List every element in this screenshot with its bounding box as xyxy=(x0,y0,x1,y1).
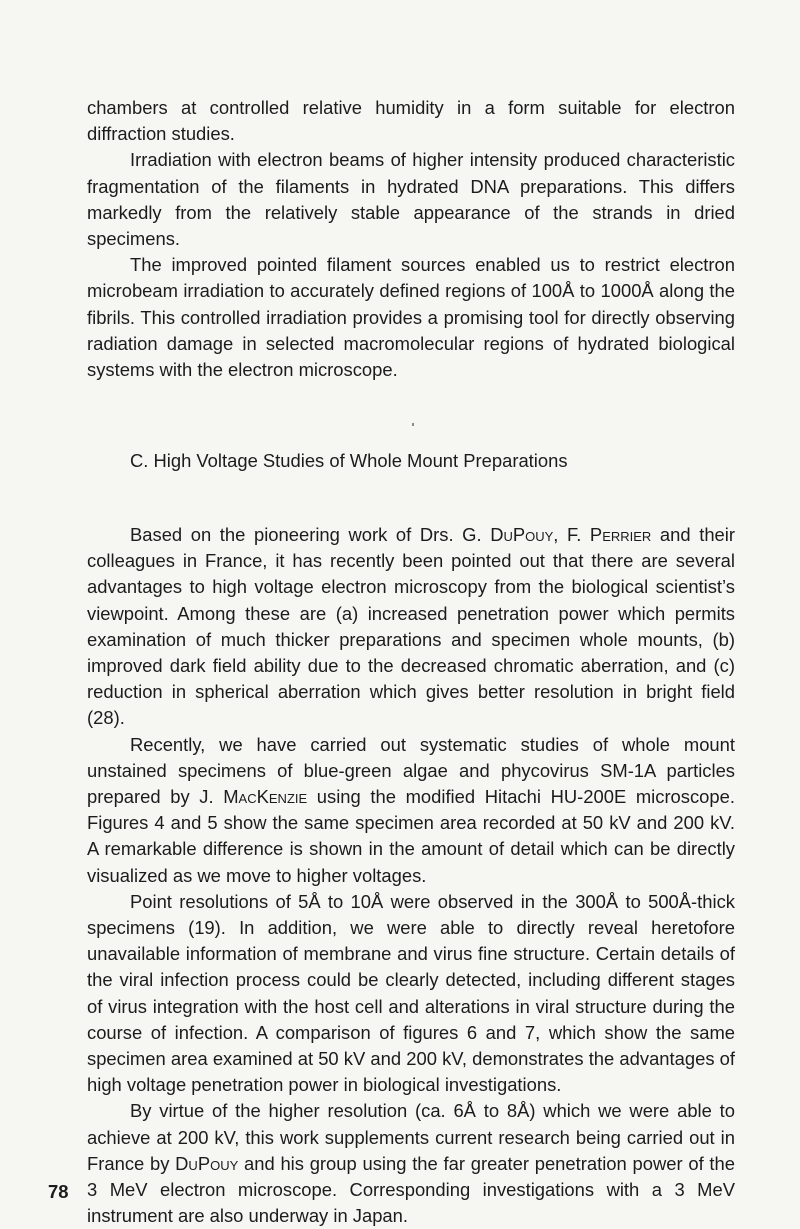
section-heading: C. High Voltage Studies of Whole Mount Preparations xyxy=(130,450,568,471)
paragraph-systematic-studies xyxy=(87,732,735,889)
text-run: , F. xyxy=(553,524,590,545)
body-text-top xyxy=(87,95,735,383)
text-run: Recently, we have carried out systematic studies of whole mount unstained specimens of blue-green algae and phycovirus SM-1A particles prepared by J. xyxy=(87,733,735,808)
paragraph-higher-resolution xyxy=(87,1098,735,1229)
text-run: By virtue of the higher resolution (ca. 6Å to 8Å) which we were able to achieve at 200 kV, this work supplements current research being carried out in France by xyxy=(87,1100,735,1174)
author-name-perrier: Perrier xyxy=(589,524,652,545)
page-number: 78 xyxy=(48,1181,69,1202)
text-run: and his group using the far greater penetration power of the 3 MeV electron microscope. Corresponding investigations with a 3 MeV instrument are also underway in Japan. xyxy=(87,1152,735,1227)
paragraph-pioneering-work xyxy=(87,522,735,732)
paragraph-point-resolutions: Point resolutions of 5Å to 10Å were observed in the 300Å to 500Å-thick specimens (19). In addition, we were able to directly reveal heretofore unavailable information of membrane and virus fine structure. Certain details of the viral infection process could be clearly detected, including different stages of virus integration with the host cell and alterations in viral structure during the course of infection. A comparison of figures 6 and 7, which show the same specimen area examined at 50 kV and 200 kV, demonstrates the advantages of high voltage penetration power in biological investigations. xyxy=(87,890,735,1096)
scan-speck xyxy=(412,423,414,426)
body-text-section-c xyxy=(87,522,735,1229)
paragraph-irradiation: Irradiation with electron beams of higher intensity produced characteristic fragmentation of the filaments in hydrated DNA preparations. This differs markedly from the relatively stable appearance of the strands in dried specimens. xyxy=(87,149,735,250)
paragraph-filament-sources: The improved pointed filament sources enabled us to restrict electron microbeam irradiation to accurately defined regions of 100Å to 1000Å along the fibrils. This controlled irradiation provides a promising tool for directly observing radiation damage in selected macromolecular regions of hydrated biological systems with the electron microscope. xyxy=(87,254,735,381)
author-name-dupouy: DuPouy xyxy=(490,524,554,545)
text-run: Based on the pioneering work of Drs. G. xyxy=(130,524,491,545)
paragraph-continued: chambers at controlled relative humidity in a form suitable for electron diffraction studies. xyxy=(87,97,735,145)
author-name-mackenzie: MacKenzie xyxy=(223,786,308,808)
author-name-dupouy: DuPouy xyxy=(175,1152,239,1174)
text-run: and their colleagues in France, it has recently been pointed out that there are several advantages to high voltage electron microscopy from the biological scientist’s viewpoint. Among these are (a) increased penetration power which permits examination of much thicker preparations and specimen whole mounts, (b) improved dark field ability due to the decreased chromatic aberration, and (c) reduction in spherical aberration which gives better resolution in bright field (28). xyxy=(87,524,735,729)
text-run: using the modified Hitachi HU-200E microscope. Figures 4 and 5 show the same specimen area recorded at 50 kV and 200 kV. A remarkable difference is shown in the amount of detail which can be directly visualized as we move to higher voltages. xyxy=(87,786,735,886)
